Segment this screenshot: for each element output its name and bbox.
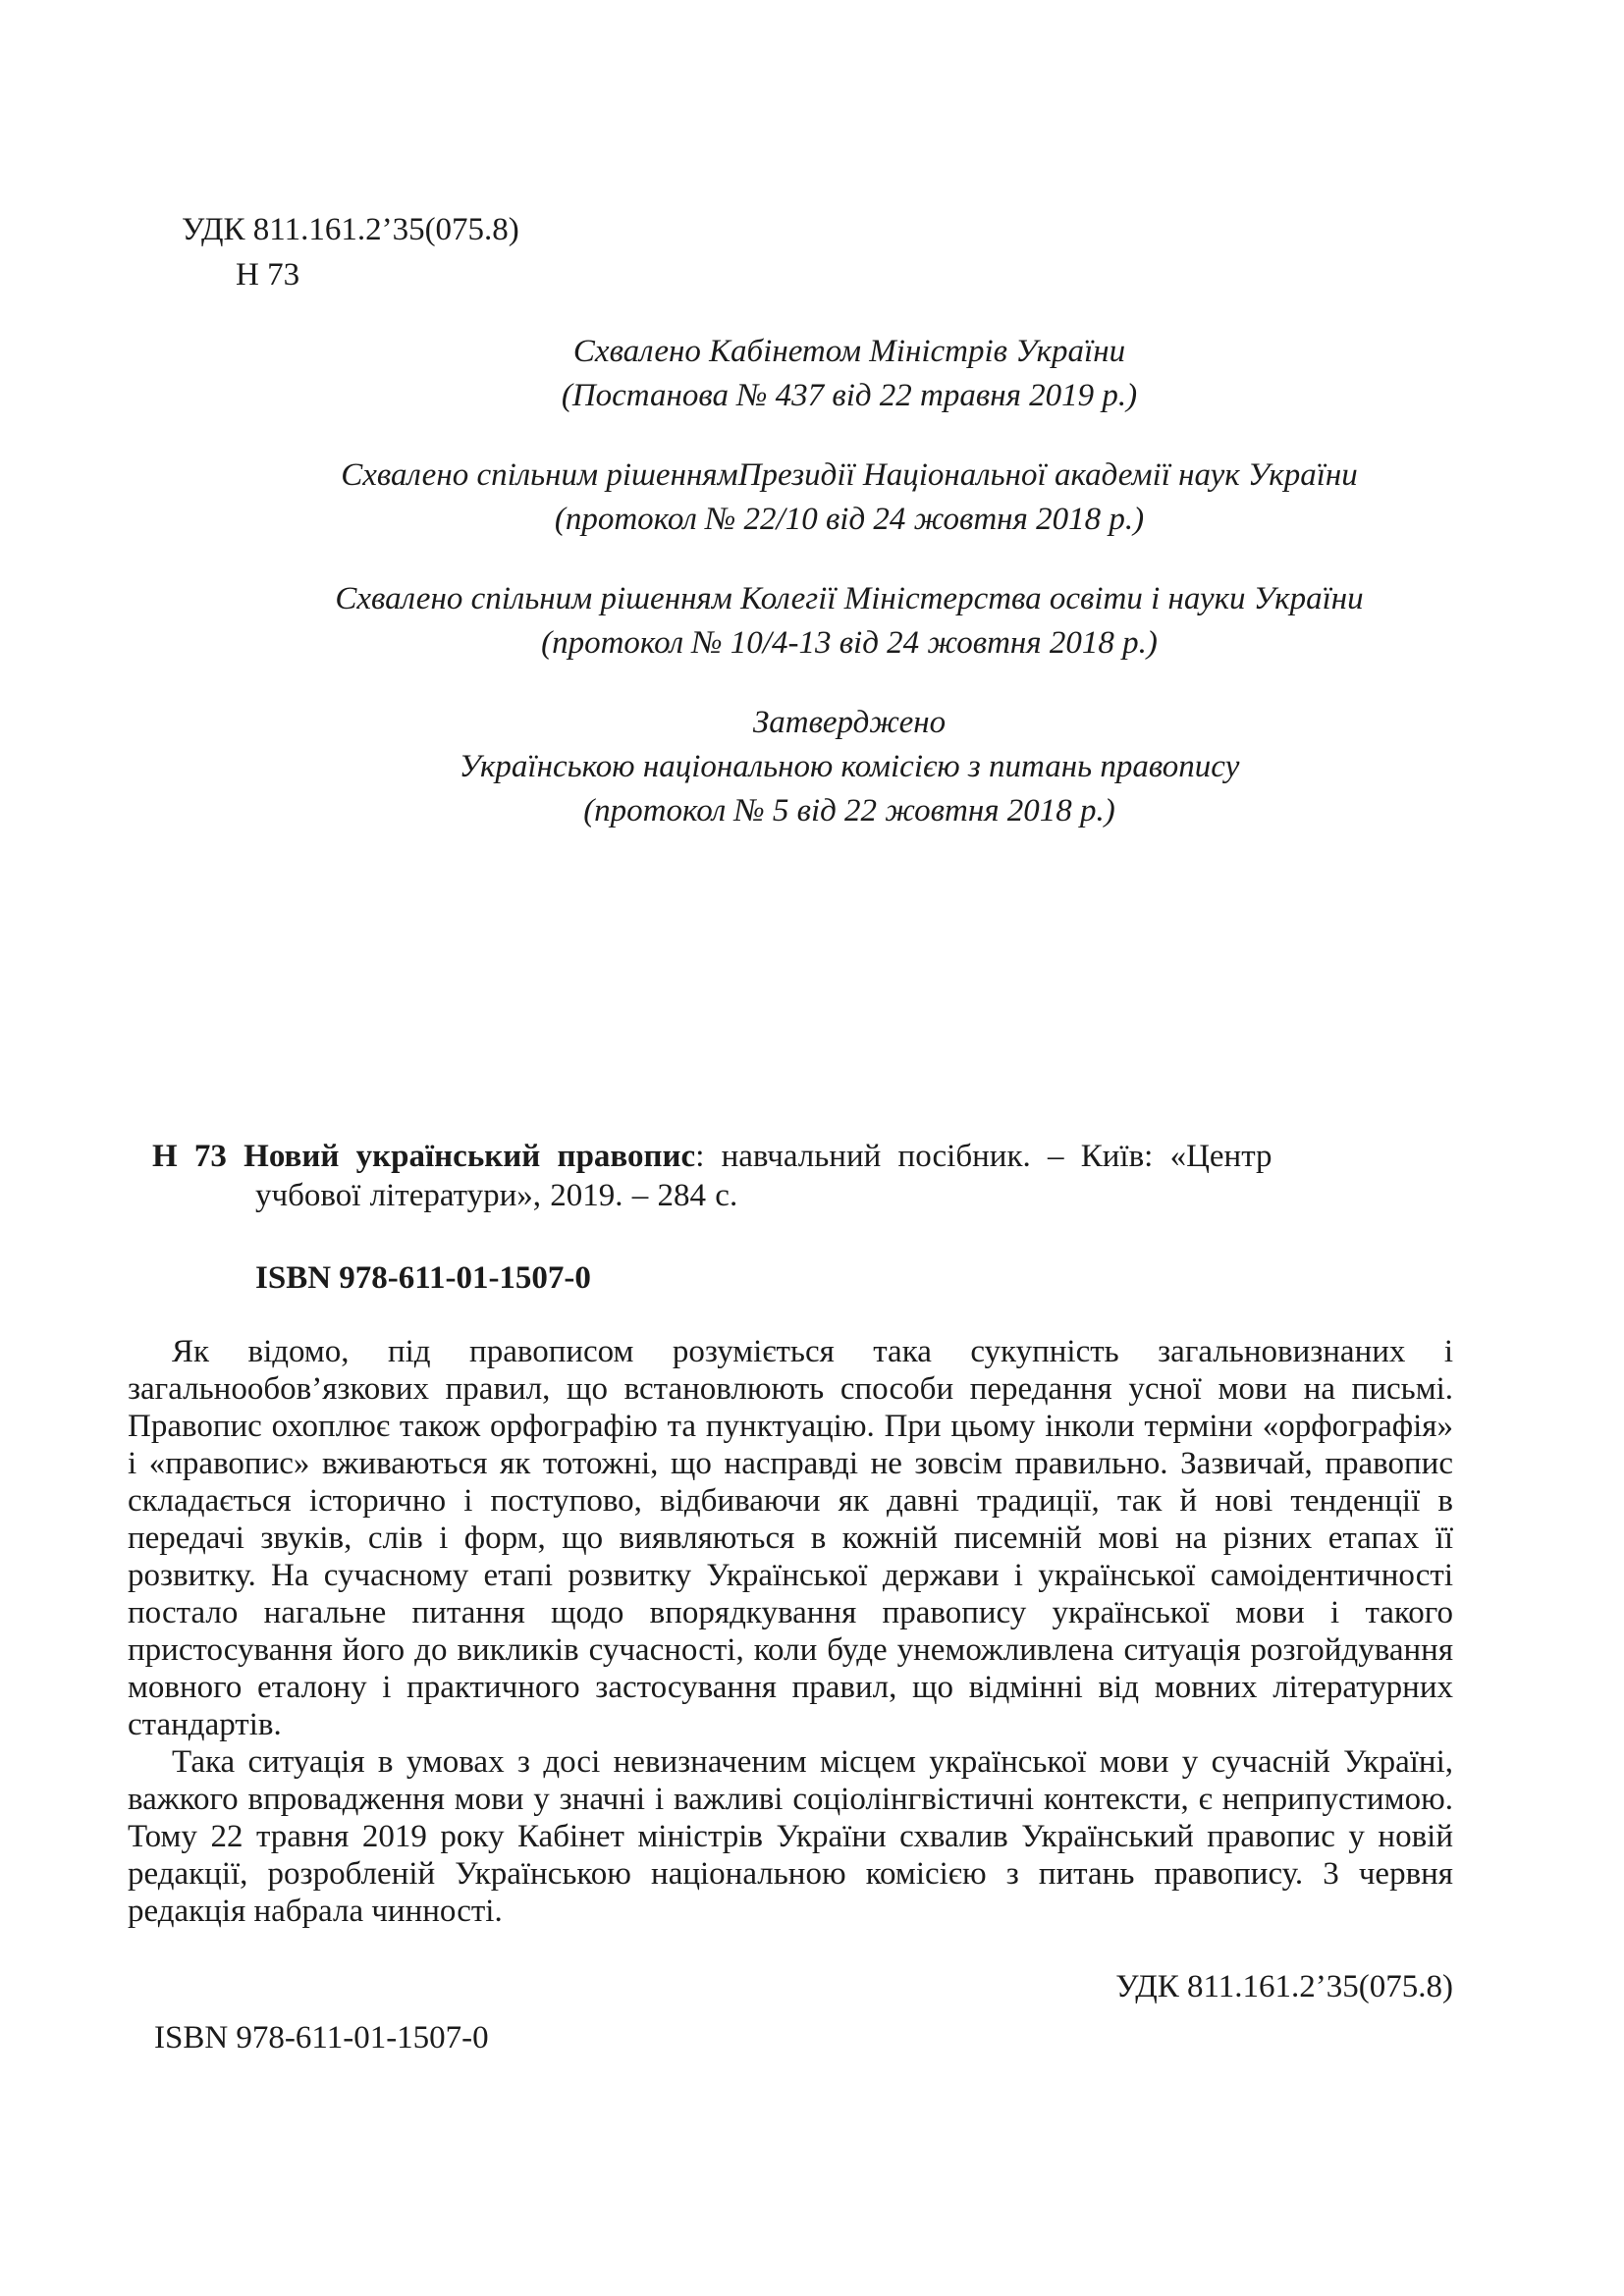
annotation-paragraph-2: Така ситуація в умовах з досі невизначеним місцем української мови у сучасній Україні, важкого впровадження мови у значні і важливі соціолінгвістичні контексти, є неприпустимою. Тому 22 травня 2019 року Кабінет міністрів України схвалив Український правопис у новій редакції, розробленій Українською національною комісією з питань правопису. 3 червня редакція набрала чинності. — [128, 1744, 1453, 1929]
annotation-section — [128, 1333, 1453, 1930]
isbn-number-bottom: ISBN 978-611-01-1507-0 — [154, 2020, 489, 2056]
catalog-code: Н 73 — [152, 1139, 227, 1174]
approval-line: (протокол № 22/10 від 24 жовтня 2018 р.) — [554, 502, 1145, 537]
approval-line: (протокол № 10/4-13 від 24 жовтня 2018 р.) — [541, 625, 1158, 661]
approval-line: Схвалено спільним рішенням Колегії Міністерства освіти і науки України — [335, 581, 1364, 616]
approval-block-ministry — [245, 577, 1453, 666]
annotation-paragraph-1: Як відомо, під правописом розуміється така сукупність загальновизнаних і загальнообов’язкових правил, що встановлюють способи передання усної мови на письмі. Правопис охоплює також орфографію та пунктуацію. При цьому інколи терміни «орфографія» і «правопис» вживаються як тотожні, що насправді не зовсім правильно. Зазвичай, правопис складається історично і поступово, відбиваючи як давні традиції, так й нові тенденції в передачі звуків, слів і форм, що виявляються в кожній писемній мові на різних етапах її розвитку. На сучасному етапі розвитку Української держави і української самоідентичності постало нагальне питання щодо впорядкування правопису української мови і такого пристосування його до викликів сучасності, коли буде унеможливлена ситуація розгойдування мовного еталону і практичного застосування правил, що відмінні від мовних літературних стандартів. — [128, 1334, 1453, 1742]
catalog-entry — [152, 1137, 1556, 1215]
approval-line: Схвалено Кабінетом Міністрів України — [572, 334, 1126, 369]
approval-block-cabinet — [245, 330, 1453, 418]
catalog-title: Новий український правопис — [244, 1139, 696, 1174]
approval-block-academy — [245, 454, 1453, 542]
approval-line: Українською національною комісією з питань правопису — [459, 749, 1240, 784]
isbn-number: ISBN 978-611-01-1507-0 — [255, 1260, 591, 1296]
udk-code-bottom: УДК 811.161.2’35(075.8) — [1115, 1969, 1453, 2004]
udk-code-top: УДК 811.161.2’35(075.8) — [182, 212, 519, 247]
approvals-section — [245, 330, 1453, 833]
approval-block-commission — [245, 701, 1453, 833]
approval-line: (протокол № 5 від 22 жовтня 2018 р.) — [583, 793, 1115, 828]
catalog-description-line1: : навчальний посібник. – Київ: «Центр — [695, 1139, 1272, 1174]
catalog-code-top: Н 73 — [236, 257, 300, 293]
approval-line: Затверджено — [752, 705, 947, 740]
approval-line: Схвалено спільним рішеннямПрезидії Національної академії наук України — [341, 457, 1358, 493]
approval-line: (Постанова № 437 від 22 травня 2019 р.) — [561, 378, 1138, 413]
catalog-description-line2: учбової літератури», 2019. – 284 с. — [255, 1178, 738, 1213]
